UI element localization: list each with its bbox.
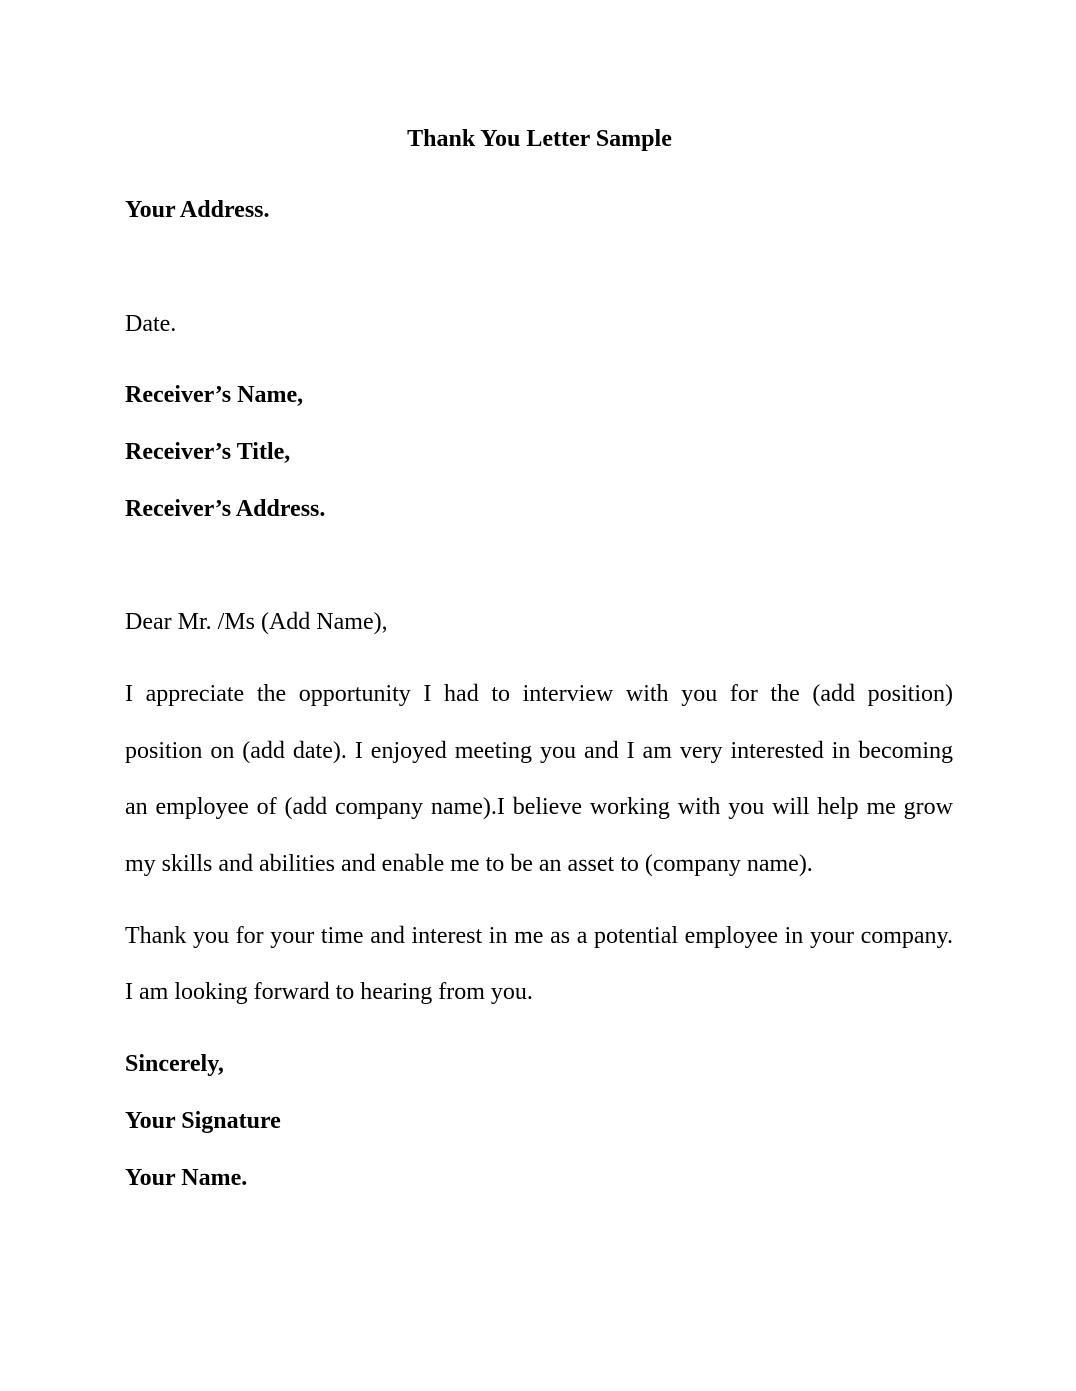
paragraph2-line: Thank you for your time and interest in me as a potential employee in your company. (125, 923, 953, 949)
receiver-address: Receiver’s Address. (125, 496, 326, 522)
letter-date: Date. (125, 311, 177, 337)
sender-address: Your Address. (125, 197, 270, 223)
salutation: Dear Mr. /Ms (Add Name), (125, 609, 388, 635)
receiver-title: Receiver’s Title, (125, 439, 291, 465)
closing: Sincerely, (125, 1051, 224, 1077)
receiver-name: Receiver’s Name, (125, 382, 304, 408)
paragraph1-line: I appreciate the opportunity I had to interview with you for the (add position) (125, 681, 953, 707)
paragraph1-line: my skills and abilities and enable me to be an asset to (company name). (125, 851, 813, 877)
letter-title: Thank You Letter Sample (407, 126, 672, 152)
paragraph1-line: an employee of (add company name).I believe working with you will help me grow (125, 794, 953, 820)
signature: Your Signature (125, 1108, 281, 1134)
paragraph2-line: I am looking forward to hearing from you. (125, 979, 533, 1005)
sender-name: Your Name. (125, 1165, 248, 1191)
paragraph1-line: position on (add date). I enjoyed meeting you and I am very interested in becoming (125, 738, 953, 764)
